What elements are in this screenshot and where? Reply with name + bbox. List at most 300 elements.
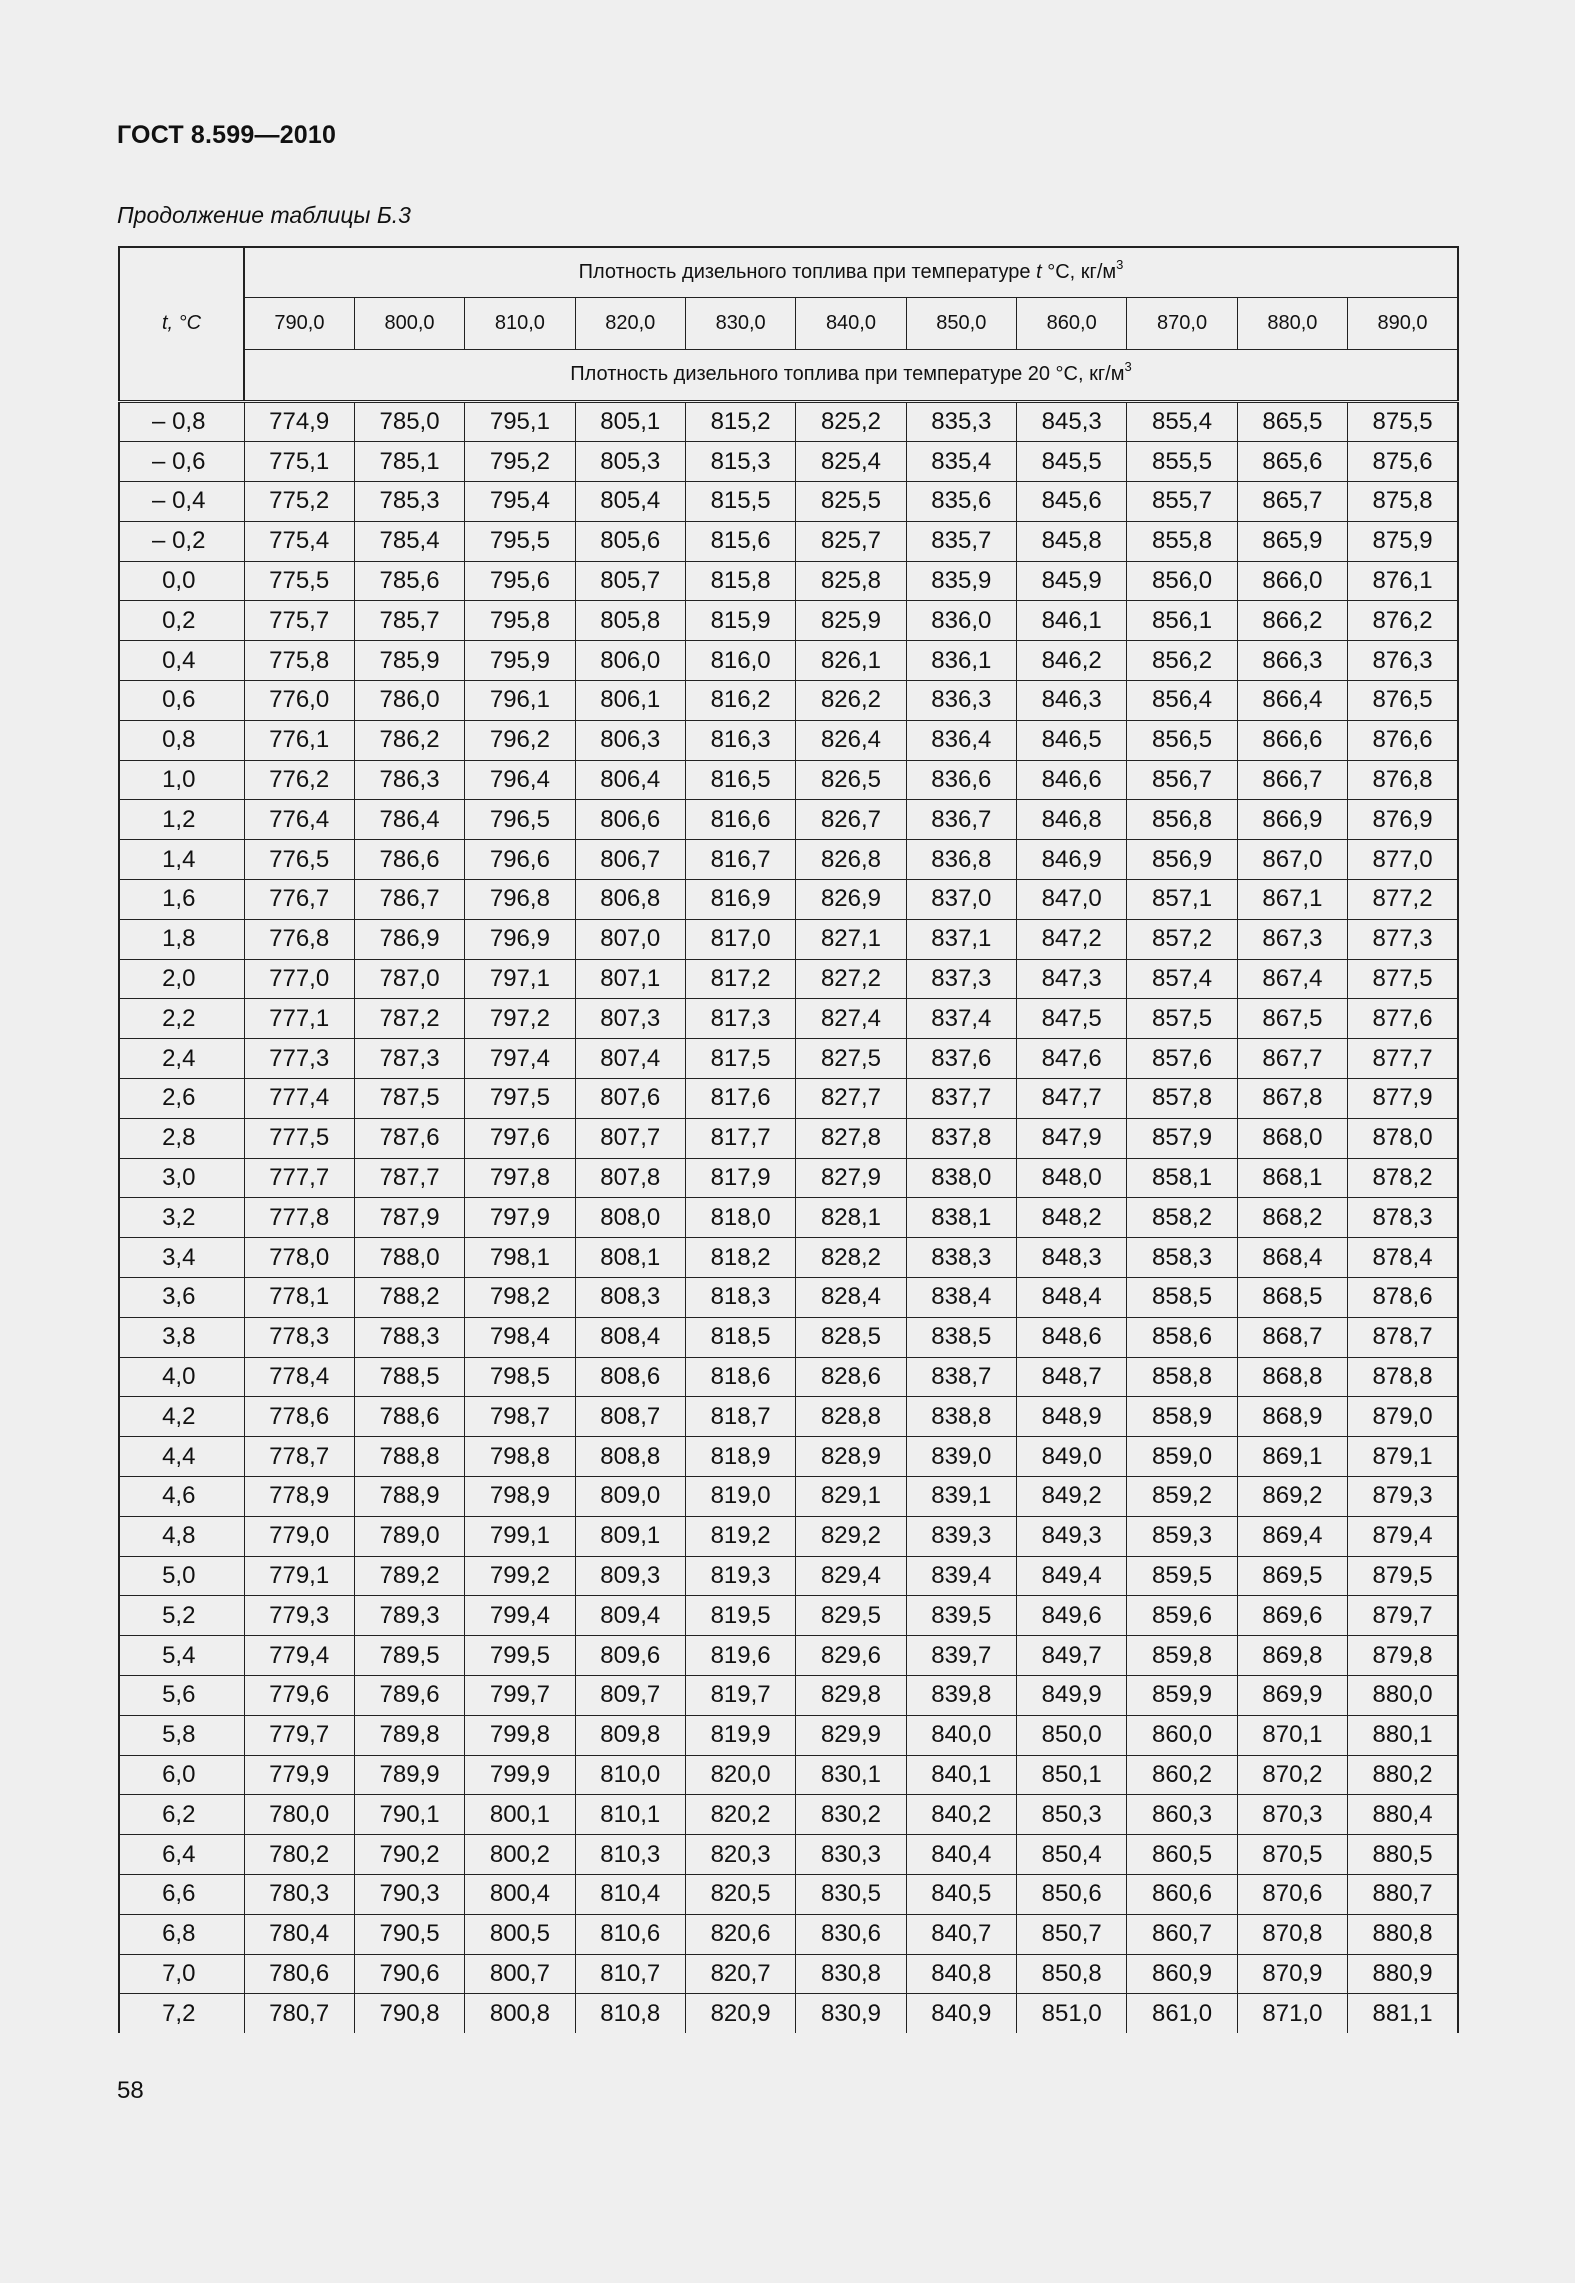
density-cell: 840,9 [906, 1994, 1016, 2033]
density-cell: 835,6 [906, 482, 1016, 522]
density-cell: 848,3 [1017, 1238, 1127, 1278]
density-cell: 856,9 [1127, 840, 1237, 880]
temperature-cell: 3,0 [119, 1158, 244, 1198]
density-cell: 810,6 [575, 1914, 685, 1954]
density-cell: 876,9 [1348, 800, 1458, 840]
density-cell: 789,8 [354, 1715, 464, 1755]
density-cell: 867,8 [1237, 1079, 1347, 1119]
density-cell: 805,3 [575, 442, 685, 482]
density-cell: 805,8 [575, 601, 685, 641]
density-cell: 819,9 [685, 1715, 795, 1755]
density-cell: 808,3 [575, 1278, 685, 1318]
table-row [119, 919, 1458, 959]
density-cell: 780,7 [244, 1994, 354, 2033]
density-cell: 869,2 [1237, 1477, 1347, 1517]
density-cell: 779,0 [244, 1516, 354, 1556]
density-cell: 855,4 [1127, 401, 1237, 442]
density-cell: 785,6 [354, 561, 464, 601]
density-cell: 830,8 [796, 1954, 906, 1994]
temperature-cell: – 0,8 [119, 401, 244, 442]
density-cell: 837,8 [906, 1118, 1016, 1158]
density-cell: 790,5 [354, 1914, 464, 1954]
density-cell: 796,5 [465, 800, 575, 840]
density-cell: 779,7 [244, 1715, 354, 1755]
density-cell: 795,6 [465, 561, 575, 601]
temp-header-text: t, °С [161, 312, 202, 335]
table-row [119, 561, 1458, 601]
table-row [119, 1039, 1458, 1079]
density-cell: 836,6 [906, 760, 1016, 800]
density-cell: 787,9 [354, 1198, 464, 1238]
density-cell: 787,6 [354, 1118, 464, 1158]
density-cell: 876,2 [1348, 601, 1458, 641]
density-cell: 865,9 [1237, 521, 1347, 561]
density-cell: 799,5 [465, 1636, 575, 1676]
density-cell: 880,1 [1348, 1715, 1458, 1755]
density-cell: 817,5 [685, 1039, 795, 1079]
density-cell: 785,3 [354, 482, 464, 522]
density-cell: 787,2 [354, 999, 464, 1039]
density-cell: 776,2 [244, 760, 354, 800]
density-cell: 807,0 [575, 919, 685, 959]
density-cell: 777,4 [244, 1079, 354, 1119]
density-cell: 775,7 [244, 601, 354, 641]
density-cell: 850,6 [1017, 1874, 1127, 1914]
density-cell: 818,3 [685, 1278, 795, 1318]
temperature-cell: 0,2 [119, 601, 244, 641]
density-cell: 787,3 [354, 1039, 464, 1079]
density-cell: 866,3 [1237, 641, 1347, 681]
temperature-cell: 4,6 [119, 1477, 244, 1517]
table-row [119, 1596, 1458, 1636]
temperature-cell: 5,6 [119, 1676, 244, 1716]
density-cell: 838,3 [906, 1238, 1016, 1278]
density-cell: 877,7 [1348, 1039, 1458, 1079]
temperature-cell: 2,6 [119, 1079, 244, 1119]
density-cell: 798,7 [465, 1397, 575, 1437]
density-cell: 876,5 [1348, 681, 1458, 721]
density-cell: 828,4 [796, 1278, 906, 1318]
density-cell: 825,2 [796, 401, 906, 442]
density-cell: 868,8 [1237, 1357, 1347, 1397]
density-cell: 796,9 [465, 919, 575, 959]
density-cell: 778,6 [244, 1397, 354, 1437]
density-cell: 818,7 [685, 1397, 795, 1437]
density-cell: 826,1 [796, 641, 906, 681]
density-cell: 777,8 [244, 1198, 354, 1238]
density-cell: 797,1 [465, 959, 575, 999]
density-cell: 856,0 [1127, 561, 1237, 601]
density-cell: 870,1 [1237, 1715, 1347, 1755]
density-cell: 776,8 [244, 919, 354, 959]
density-cell: 866,4 [1237, 681, 1347, 721]
density-cell: 820,7 [685, 1954, 795, 1994]
density-cell: 878,0 [1348, 1118, 1458, 1158]
density-cell: 847,3 [1017, 959, 1127, 999]
table-row [119, 1874, 1458, 1914]
density-cell: 785,9 [354, 641, 464, 681]
temperature-cell: 3,6 [119, 1278, 244, 1318]
density-cell: 867,4 [1237, 959, 1347, 999]
density-cell: 819,0 [685, 1477, 795, 1517]
density-cell: 868,9 [1237, 1397, 1347, 1437]
density-cell: 840,1 [906, 1755, 1016, 1795]
temperature-cell: – 0,4 [119, 482, 244, 522]
density-column-header: 880,0 [1237, 297, 1347, 349]
density-cell: 818,2 [685, 1238, 795, 1278]
density-cell: 779,9 [244, 1755, 354, 1795]
density-cell: 849,0 [1017, 1437, 1127, 1477]
density-cell: 857,6 [1127, 1039, 1237, 1079]
density-cell: 796,1 [465, 681, 575, 721]
density-cell: 786,2 [354, 720, 464, 760]
density-cell: 860,9 [1127, 1954, 1237, 1994]
table-row [119, 1914, 1458, 1954]
density-cell: 819,3 [685, 1556, 795, 1596]
density-cell: 797,4 [465, 1039, 575, 1079]
density-cell: 879,8 [1348, 1636, 1458, 1676]
measured-density-header-unit: °С, кг/м [1047, 260, 1117, 283]
density-cell: 870,5 [1237, 1835, 1347, 1875]
density-cell: 828,2 [796, 1238, 906, 1278]
density-cell: 809,3 [575, 1556, 685, 1596]
density-cell: 839,4 [906, 1556, 1016, 1596]
density-cell: 829,2 [796, 1516, 906, 1556]
density-cell: 857,8 [1127, 1079, 1237, 1119]
density-cell: 789,2 [354, 1556, 464, 1596]
density-cell: 808,4 [575, 1317, 685, 1357]
density-cell: 869,5 [1237, 1556, 1347, 1596]
density-cell: 780,3 [244, 1874, 354, 1914]
density-cell: 846,5 [1017, 720, 1127, 760]
density-cell: 838,0 [906, 1158, 1016, 1198]
density-cell: 795,8 [465, 601, 575, 641]
density-cell: 777,5 [244, 1118, 354, 1158]
density-cell: 816,5 [685, 760, 795, 800]
density-cell: 848,0 [1017, 1158, 1127, 1198]
density-cell: 869,8 [1237, 1636, 1347, 1676]
density-cell: 876,3 [1348, 641, 1458, 681]
density-cell: 806,1 [575, 681, 685, 721]
table-row [119, 1437, 1458, 1477]
density-cell: 846,2 [1017, 641, 1127, 681]
density-cell: 827,8 [796, 1118, 906, 1158]
density-column-header: 860,0 [1017, 297, 1127, 349]
temperature-cell: 2,4 [119, 1039, 244, 1079]
density-cell: 845,8 [1017, 521, 1127, 561]
density-cell: 808,7 [575, 1397, 685, 1437]
density-cell: 789,9 [354, 1755, 464, 1795]
temperature-cell: 7,2 [119, 1994, 244, 2033]
density-cell: 825,8 [796, 561, 906, 601]
density-cell: 820,9 [685, 1994, 795, 2033]
density-cell: 835,4 [906, 442, 1016, 482]
density-cell: 859,8 [1127, 1636, 1237, 1676]
density-cell: 829,8 [796, 1676, 906, 1716]
density-cell: 820,6 [685, 1914, 795, 1954]
density-cell: 876,1 [1348, 561, 1458, 601]
density-column-header: 830,0 [685, 297, 795, 349]
density-cell: 818,0 [685, 1198, 795, 1238]
density-cell: 795,5 [465, 521, 575, 561]
density-cell: 780,0 [244, 1795, 354, 1835]
temperature-cell: 3,4 [119, 1238, 244, 1278]
density-cell: 817,9 [685, 1158, 795, 1198]
table-row [119, 442, 1458, 482]
density-cell: 778,0 [244, 1238, 354, 1278]
density-cell: 849,2 [1017, 1477, 1127, 1517]
density-cell: 829,5 [796, 1596, 906, 1636]
density-cell: 839,7 [906, 1636, 1016, 1676]
temperature-cell: 0,8 [119, 720, 244, 760]
density-cell: 867,3 [1237, 919, 1347, 959]
density-cell: 867,0 [1237, 840, 1347, 880]
density-cell: 819,7 [685, 1676, 795, 1716]
density-cell: 805,6 [575, 521, 685, 561]
density-cell: 786,4 [354, 800, 464, 840]
density-cell: 775,1 [244, 442, 354, 482]
density-cell: 826,7 [796, 800, 906, 840]
density-cell: 877,0 [1348, 840, 1458, 880]
density-cell: 829,6 [796, 1636, 906, 1676]
density-cell: 848,6 [1017, 1317, 1127, 1357]
density-cell: 780,4 [244, 1914, 354, 1954]
table-row [119, 1357, 1458, 1397]
density-cell: 869,6 [1237, 1596, 1347, 1636]
density-cell: 858,5 [1127, 1278, 1237, 1318]
table-row [119, 1158, 1458, 1198]
density-cell: 848,2 [1017, 1198, 1127, 1238]
density-cell: 800,2 [465, 1835, 575, 1875]
density-cell: 847,9 [1017, 1118, 1127, 1158]
table-row [119, 482, 1458, 522]
density-cell: 795,4 [465, 482, 575, 522]
density-cell: 778,1 [244, 1278, 354, 1318]
table-row [119, 1198, 1458, 1238]
density-cell: 880,9 [1348, 1954, 1458, 1994]
temperature-cell: 3,8 [119, 1317, 244, 1357]
density-cell: 828,1 [796, 1198, 906, 1238]
density-cell: 788,3 [354, 1317, 464, 1357]
density-cell: 845,6 [1017, 482, 1127, 522]
density-cell: 867,7 [1237, 1039, 1347, 1079]
density-cell: 847,0 [1017, 880, 1127, 920]
density-cell: 848,9 [1017, 1397, 1127, 1437]
density-cell: 857,9 [1127, 1118, 1237, 1158]
density-cell: 815,3 [685, 442, 795, 482]
density-cell: 790,2 [354, 1835, 464, 1875]
density-cell: 789,3 [354, 1596, 464, 1636]
density-cell: 880,4 [1348, 1795, 1458, 1835]
density-cell: 840,2 [906, 1795, 1016, 1835]
temperature-cell: 5,8 [119, 1715, 244, 1755]
density-cell: 830,1 [796, 1755, 906, 1795]
table-row [119, 1676, 1458, 1716]
density-cell: 878,3 [1348, 1198, 1458, 1238]
density-cell: 836,3 [906, 681, 1016, 721]
temperature-cell: 1,2 [119, 800, 244, 840]
temperature-cell: 0,4 [119, 641, 244, 681]
density-cell: 789,0 [354, 1516, 464, 1556]
density-cell: 860,7 [1127, 1914, 1237, 1954]
measured-density-header-prefix: Плотность дизельного топлива при температуре [578, 260, 1031, 283]
density-cell: 810,4 [575, 1874, 685, 1914]
density-cell: 866,6 [1237, 720, 1347, 760]
density-cell: 807,7 [575, 1118, 685, 1158]
density-cell: 840,0 [906, 1715, 1016, 1755]
density-cell: 799,7 [465, 1676, 575, 1716]
density-cell: 816,7 [685, 840, 795, 880]
density-cell: 817,7 [685, 1118, 795, 1158]
density-cell: 875,9 [1348, 521, 1458, 561]
density-cell: 837,4 [906, 999, 1016, 1039]
table-row [119, 641, 1458, 681]
density-cell: 859,5 [1127, 1556, 1237, 1596]
density-cell: 799,9 [465, 1755, 575, 1795]
density-cell: 825,4 [796, 442, 906, 482]
density-cell: 795,1 [465, 401, 575, 442]
temperature-cell: 4,8 [119, 1516, 244, 1556]
density-cell: 797,9 [465, 1198, 575, 1238]
density-cell: 780,6 [244, 1954, 354, 1994]
density-cell: 825,9 [796, 601, 906, 641]
density-cell: 846,9 [1017, 840, 1127, 880]
density-cell: 858,2 [1127, 1198, 1237, 1238]
density-cell: 877,5 [1348, 959, 1458, 999]
density-cell: 778,3 [244, 1317, 354, 1357]
table-row [119, 521, 1458, 561]
density-table-body [119, 401, 1458, 2033]
density-cell: 859,0 [1127, 1437, 1237, 1477]
density-cell: 879,0 [1348, 1397, 1458, 1437]
density-cell: 796,4 [465, 760, 575, 800]
density-cell: 847,6 [1017, 1039, 1127, 1079]
density-cell: 849,4 [1017, 1556, 1127, 1596]
density-cell: 880,2 [1348, 1755, 1458, 1795]
unit-exponent: 3 [1124, 359, 1132, 374]
unit-exponent: 3 [1116, 256, 1124, 272]
density-cell: 849,7 [1017, 1636, 1127, 1676]
density-cell: 866,2 [1237, 601, 1347, 641]
density-cell: 806,6 [575, 800, 685, 840]
density-cell: 840,7 [906, 1914, 1016, 1954]
table-row [119, 1835, 1458, 1875]
density-cell: 880,8 [1348, 1914, 1458, 1954]
density-cell: 806,7 [575, 840, 685, 880]
density-cell: 878,6 [1348, 1278, 1458, 1318]
density-column-header: 890,0 [1348, 297, 1458, 349]
temperature-column-header [119, 247, 244, 401]
density-cell: 866,9 [1237, 800, 1347, 840]
temperature-cell: 4,4 [119, 1437, 244, 1477]
density-cell: 787,0 [354, 959, 464, 999]
density-cell: 850,0 [1017, 1715, 1127, 1755]
density-cell: 815,6 [685, 521, 795, 561]
density-cell: 858,8 [1127, 1357, 1237, 1397]
density-cell: 870,8 [1237, 1914, 1347, 1954]
density-cell: 879,5 [1348, 1556, 1458, 1596]
density-cell: 776,7 [244, 880, 354, 920]
density-cell: 807,4 [575, 1039, 685, 1079]
temperature-cell: 2,0 [119, 959, 244, 999]
density-cell: 776,4 [244, 800, 354, 840]
density-cell: 797,5 [465, 1079, 575, 1119]
density-cell: 805,4 [575, 482, 685, 522]
density-cell: 828,6 [796, 1357, 906, 1397]
temperature-cell: 2,8 [119, 1118, 244, 1158]
density-cell: 838,5 [906, 1317, 1016, 1357]
measured-density-header-var: t [1036, 260, 1042, 283]
density-cell: 816,3 [685, 720, 795, 760]
table-row [119, 401, 1458, 442]
table-row [119, 1079, 1458, 1119]
density-cell: 860,2 [1127, 1755, 1237, 1795]
document-standard-header: ГОСТ 8.599—2010 [117, 121, 337, 149]
density-cell: 850,1 [1017, 1755, 1127, 1795]
temperature-cell: 2,2 [119, 999, 244, 1039]
density-cell: 818,6 [685, 1357, 795, 1397]
density-cell: 805,1 [575, 401, 685, 442]
density-cell: 878,7 [1348, 1317, 1458, 1357]
density-column-header: 820,0 [575, 297, 685, 349]
density-cell: 877,6 [1348, 999, 1458, 1039]
density-cell: 868,1 [1237, 1158, 1347, 1198]
density-cell: 786,9 [354, 919, 464, 959]
density-cell: 837,0 [906, 880, 1016, 920]
density-cell: 830,5 [796, 1874, 906, 1914]
density-cell: 790,8 [354, 1994, 464, 2033]
density-cell: 798,8 [465, 1437, 575, 1477]
density-cell: 809,7 [575, 1676, 685, 1716]
density-cell: 775,5 [244, 561, 354, 601]
table-row [119, 1278, 1458, 1318]
density-cell: 855,8 [1127, 521, 1237, 561]
density-cell: 836,1 [906, 641, 1016, 681]
temperature-cell: 1,8 [119, 919, 244, 959]
density-cell: 877,3 [1348, 919, 1458, 959]
density-cell: 797,6 [465, 1118, 575, 1158]
density-cell: 810,8 [575, 1994, 685, 2033]
density-column-header: 840,0 [796, 297, 906, 349]
density-cell: 796,8 [465, 880, 575, 920]
density-cell: 777,7 [244, 1158, 354, 1198]
table-row [119, 959, 1458, 999]
density-cell: 879,4 [1348, 1516, 1458, 1556]
density-cell: 830,9 [796, 1994, 906, 2033]
density-cell: 849,9 [1017, 1676, 1127, 1716]
density-cell: 820,2 [685, 1795, 795, 1835]
density-cell: 879,7 [1348, 1596, 1458, 1636]
density-cell: 779,6 [244, 1676, 354, 1716]
density-cell: 816,0 [685, 641, 795, 681]
density-cell: 786,6 [354, 840, 464, 880]
density-cell: 786,3 [354, 760, 464, 800]
density-cell: 868,4 [1237, 1238, 1347, 1278]
density-cell: 807,3 [575, 999, 685, 1039]
density-cell: 788,6 [354, 1397, 464, 1437]
density-cell: 809,6 [575, 1636, 685, 1676]
table-row [119, 760, 1458, 800]
density-column-header: 790,0 [244, 297, 354, 349]
temperature-cell: 6,2 [119, 1795, 244, 1835]
density-cell: 816,2 [685, 681, 795, 721]
density-cell: 777,1 [244, 999, 354, 1039]
density-cell: 806,4 [575, 760, 685, 800]
density-cell: 826,4 [796, 720, 906, 760]
table-row [119, 1556, 1458, 1596]
density-cell: 866,0 [1237, 561, 1347, 601]
table-row [119, 1755, 1458, 1795]
